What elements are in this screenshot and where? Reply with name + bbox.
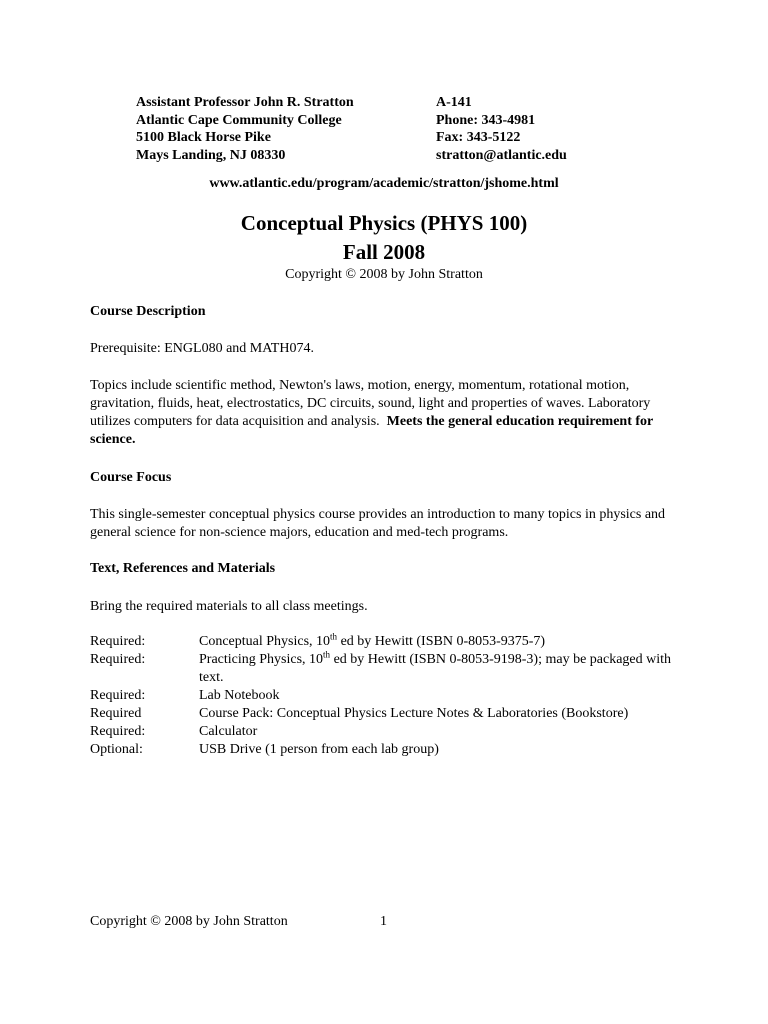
list-item xyxy=(90,651,690,687)
list-item xyxy=(90,705,690,723)
topics-paragraph xyxy=(90,377,680,449)
materials-heading xyxy=(90,560,690,578)
material-text: Course Pack: Conceptual Physics Lecture Notes & Laboratories (Bookstore) xyxy=(199,706,629,721)
street-address: 5100 Black Horse Pike xyxy=(136,130,271,145)
material-label: Optional: xyxy=(90,742,143,757)
material-label: Required xyxy=(90,706,142,721)
course-title-line: Conceptual Physics (PHYS 100) xyxy=(240,211,528,235)
prerequisite-text: Prerequisite: ENGL080 and MATH074. xyxy=(90,341,314,356)
material-text: Conceptual Physics, 10th ed by Hewitt (ISBN 0-8053-9375-7) xyxy=(199,631,546,649)
college-name: Atlantic Cape Community College xyxy=(136,112,342,128)
section-heading: Course Description xyxy=(90,304,206,319)
materials-list xyxy=(90,633,690,759)
material-text: Lab Notebook xyxy=(199,688,280,703)
list-item xyxy=(90,687,690,705)
fax-number: Fax: 343-5122 xyxy=(436,130,521,145)
website-url: www.atlantic.edu/program/academic/stratton/jshome.html xyxy=(209,176,559,191)
contact-row xyxy=(136,94,596,112)
instructor-name: Assistant Professor John R. Stratton xyxy=(136,95,354,110)
phone-number: Phone: 343-4981 xyxy=(436,112,536,128)
contact-block xyxy=(136,94,596,164)
course-description-heading xyxy=(90,303,690,321)
material-label: Required: xyxy=(90,634,146,649)
materials-intro-text: Bring the required materials to all class meetings. xyxy=(90,599,368,614)
section-heading: Text, References and Materials xyxy=(90,561,276,576)
city-address: Mays Landing, NJ 08330 xyxy=(136,147,286,163)
contact-row xyxy=(136,129,596,147)
list-item xyxy=(90,723,690,741)
footer-copyright: Copyright © 2008 by John Stratton xyxy=(90,914,288,929)
material-label: Required: xyxy=(90,688,146,703)
contact-row xyxy=(136,112,596,130)
title-copyright: Copyright © 2008 by John Stratton xyxy=(285,267,483,282)
course-focus-heading xyxy=(90,469,690,487)
office-room: A-141 xyxy=(436,95,472,110)
material-text: USB Drive (1 person from each lab group) xyxy=(199,742,439,757)
gen-ed-note: Meets the general education requirement for science. xyxy=(90,414,653,447)
material-label: Required: xyxy=(90,652,146,667)
list-item xyxy=(90,741,690,759)
material-text: Practicing Physics, 10th ed by Hewitt (ISBN 0-8053-9198-3); may be packaged with text. xyxy=(199,649,672,685)
course-focus-text: This single-semester conceptual physics course provides an introduction to many topics in physics and general science for non-science majors, education and med-tech programs. xyxy=(90,507,666,540)
email-address: stratton@atlantic.edu xyxy=(436,147,567,163)
course-focus-paragraph xyxy=(90,506,685,542)
materials-intro xyxy=(90,598,690,616)
contact-row xyxy=(136,147,596,165)
list-item xyxy=(90,633,690,651)
section-heading: Course Focus xyxy=(90,470,172,485)
material-label: Required: xyxy=(90,724,146,739)
prerequisite-paragraph xyxy=(90,340,690,358)
course-term: Fall 2008 xyxy=(342,240,426,264)
material-text: Calculator xyxy=(199,724,258,739)
topics-text: Topics include scientific method, Newton's laws, motion, energy, momentum, rotational motion, gravitation, fluids, heat, electrostatics, DC circuits, sound, light and properties of waves. Laboratory utilizes computers for data acquisition and analysis. xyxy=(90,378,651,429)
page-number: 1 xyxy=(380,914,387,929)
course-title xyxy=(0,209,768,267)
page-footer xyxy=(90,913,490,931)
